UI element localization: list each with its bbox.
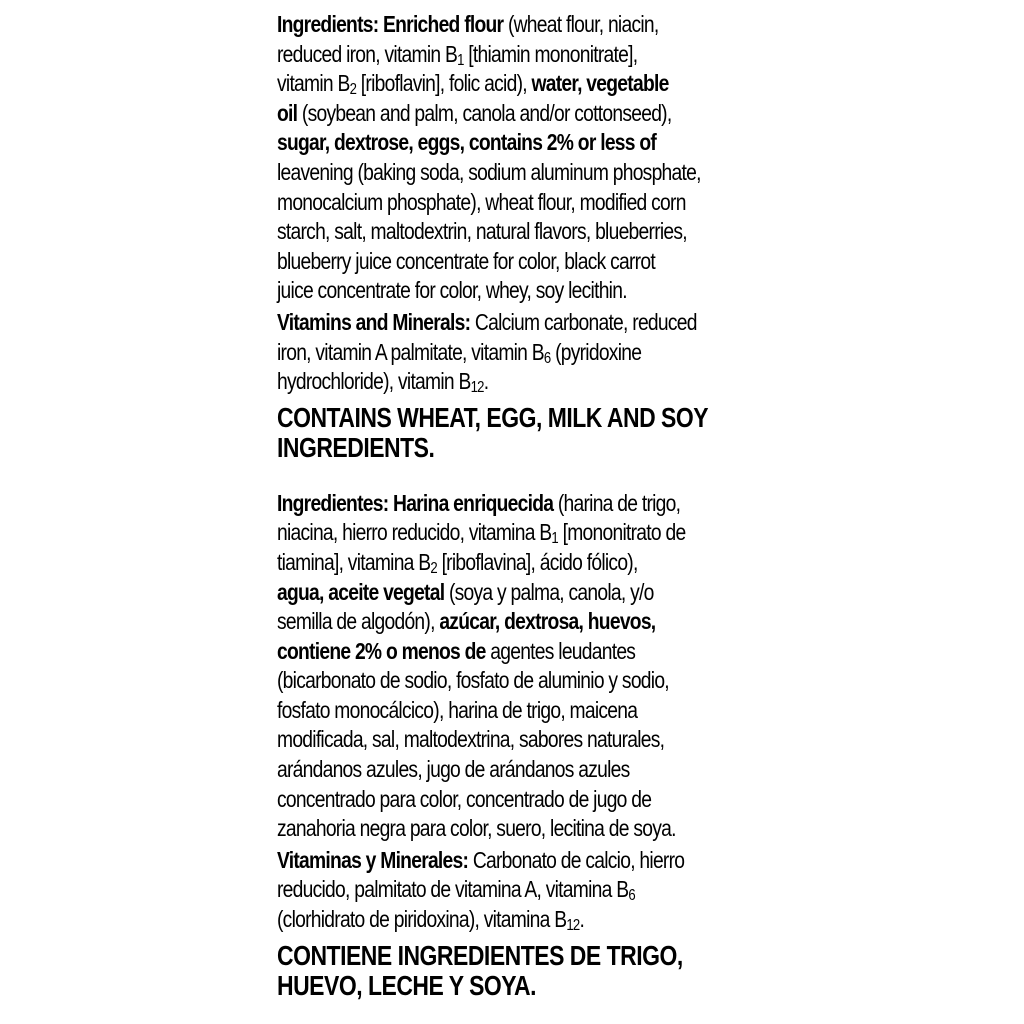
- text-run: (harina de trigo,: [553, 489, 681, 516]
- text-line: [277, 99, 757, 129]
- text-run: blueberry juice concentrate for color, black carrot: [277, 247, 655, 274]
- text-run: (clorhidrato de piridoxina), vitamina B: [277, 906, 567, 933]
- text-run: starch, salt, maltodextrin, natural flavors, blueberries,: [277, 218, 687, 245]
- text-run: leavening (baking soda, sodium aluminum phosphate,: [277, 158, 701, 185]
- text-run: zanahoria negra para color, suero, lecitina de soya.: [277, 815, 676, 842]
- text-run: monocalcium phosphate), wheat flour, modified corn: [277, 188, 686, 215]
- text-run: (soybean and palm, canola and/or cottonseed),: [297, 99, 672, 126]
- text-line: [277, 188, 757, 218]
- text-line: [277, 755, 757, 785]
- allergen-line: CONTIENE INGREDIENTES DE TRIGO,: [277, 939, 683, 971]
- text-run: niacina, hierro reducido, vitamina B: [277, 519, 552, 546]
- text-run: hydrochloride), vitamin B: [277, 368, 471, 395]
- text-line: [277, 846, 757, 876]
- subscript-run: 1: [457, 51, 464, 69]
- text-line: [277, 40, 757, 70]
- text-line: [277, 785, 757, 815]
- text-line: [277, 518, 757, 548]
- text-line: [277, 814, 757, 844]
- text-line: [277, 217, 757, 247]
- text-run: juice concentrate for color, whey, soy lecithin.: [277, 277, 627, 304]
- subscript-run: 2: [430, 559, 437, 577]
- text-line: [277, 128, 757, 158]
- text-run: reduced iron, vitamin B: [277, 40, 458, 67]
- subscript-run: 6: [628, 887, 635, 905]
- text-run: (soya y palma, canola, y/o: [444, 578, 654, 605]
- text-run: iron, vitamin A palmitate, vitamin B: [277, 338, 544, 365]
- text-run: (pyridoxine: [550, 338, 642, 365]
- text-run: [mononitrato de: [557, 519, 686, 546]
- subscript-run: 6: [543, 349, 551, 367]
- text-run: [riboflavin], folic acid),: [356, 70, 532, 97]
- bold-run: agua, aceite vegetal: [277, 578, 445, 605]
- bold-run: Vitaminas y Minerales:: [277, 846, 469, 873]
- text-line: [277, 548, 757, 578]
- spanish-allergen-statement: [277, 941, 757, 1001]
- allergen-line: HUEVO, LECHE Y SOYA.: [277, 969, 536, 1001]
- text-run: arándanos azules, jugo de arándanos azules: [277, 756, 630, 783]
- subscript-run: 1: [551, 530, 558, 548]
- english-allergen-statement: [277, 403, 757, 463]
- text-run: modificada, sal, maltodextrina, sabores naturales,: [277, 726, 665, 753]
- text-run: Carbonato de calcio, hierro: [468, 846, 685, 873]
- bold-run: azúcar, dextrosa, huevos,: [439, 608, 656, 635]
- text-run: Calcium carbonate, reduced: [470, 308, 697, 335]
- text-line: [277, 276, 757, 306]
- text-run: semilla de algodón),: [277, 608, 440, 635]
- text-run: reducido, palmitato de vitamina A, vitamina B: [277, 876, 629, 903]
- spanish-ingredients: [277, 489, 757, 844]
- text-run: [riboflavina], ácido fólico),: [436, 548, 638, 575]
- text-line: [277, 607, 757, 637]
- english-ingredients: [277, 10, 757, 306]
- text-run: .: [579, 906, 585, 933]
- text-run: vitamin B: [277, 70, 350, 97]
- text-line: [277, 696, 757, 726]
- text-line: [277, 308, 757, 338]
- bold-run: Ingredients: Enriched flour: [277, 11, 504, 37]
- text-line: [277, 10, 757, 40]
- english-vitamins-minerals: [277, 308, 757, 397]
- bold-run: oil: [277, 99, 298, 126]
- bold-run: contiene 2% o menos de: [277, 637, 486, 664]
- bold-run: sugar, dextrose, eggs, contains 2% or less of: [277, 129, 657, 156]
- allergen-line: CONTAINS WHEAT, EGG, MILK AND SOY: [277, 401, 709, 433]
- ingredient-label-panel: [277, 10, 757, 1001]
- allergen-line: INGREDIENTS.: [277, 431, 435, 463]
- text-run: (wheat flour, niacin,: [503, 11, 659, 37]
- text-run: (bicarbonato de sodio, fosfato de aluminio y sodio,: [277, 667, 669, 694]
- text-run: .: [483, 368, 489, 395]
- text-line: [277, 637, 757, 667]
- text-line: [277, 875, 757, 905]
- bold-run: Vitamins and Minerals:: [277, 308, 471, 335]
- bold-run: water, vegetable: [531, 70, 669, 97]
- subscript-run: 2: [349, 81, 357, 99]
- subscript-run: 12: [470, 379, 484, 397]
- text-line: [277, 158, 757, 188]
- section-spacer: [277, 463, 757, 489]
- text-run: concentrado para color, concentrado de jugo de: [277, 785, 652, 812]
- text-line: [277, 489, 757, 519]
- text-run: fosfato monocálcico), harina de trigo, maicena: [277, 696, 638, 723]
- text-line: [277, 905, 757, 935]
- text-line: [277, 578, 757, 608]
- text-run: tiamina], vitamina B: [277, 548, 431, 575]
- text-run: [thiamin mononitrate],: [463, 40, 638, 67]
- text-line: [277, 338, 757, 368]
- text-line: [277, 367, 757, 397]
- spanish-vitamins-minerals: [277, 846, 757, 935]
- text-line: [277, 725, 757, 755]
- bold-run: Ingredientes: Harina enriquecida: [277, 489, 554, 516]
- subscript-run: 12: [566, 917, 580, 935]
- text-run: agentes leudantes: [485, 637, 636, 664]
- text-line: [277, 247, 757, 277]
- text-line: [277, 69, 757, 99]
- text-line: [277, 666, 757, 696]
